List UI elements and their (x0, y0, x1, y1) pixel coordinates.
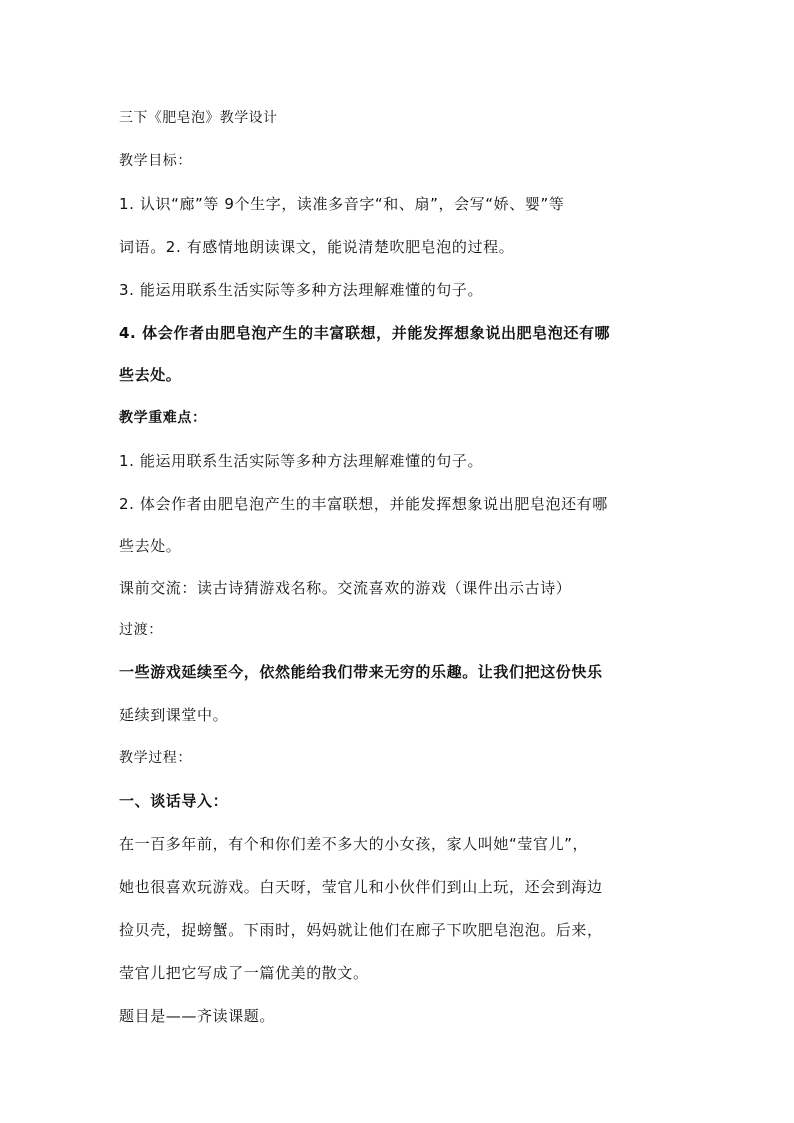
key-point-line-2: 2. 体会作者由肥皂泡产生的丰富联想，并能发挥想象说出肥皂泡还有哪 (119, 495, 608, 513)
transition-heading: 过渡： (119, 622, 163, 638)
goal-line-1: 1. 认识“廊”等 9个生字，读准多音字“和、扇”，会写“娇、婴”等 (119, 195, 565, 213)
section-one-line-2: 她也很喜欢玩游戏。白天呀，莹官儿和小伙伴们到山上玩，还会到海边 (119, 878, 603, 896)
section-one-line-3: 捡贝壳，捉螃蟹。下雨时，妈妈就让他们在廊子下吹肥皂泡泡。后来， (119, 921, 603, 939)
closing-line: 题目是——齐读课题。 (119, 1007, 276, 1025)
document-title: 三下《肥皂泡》教学设计 (119, 110, 278, 126)
goal-line-2: 词语。2. 有感情地朗读课文，能说清楚吹肥皂泡的过程。 (119, 238, 515, 256)
pre-class-line: 课前交流：读古诗猜游戏名称。交流喜欢的游戏（课件出示古诗） (119, 579, 572, 597)
goal-line-3: 3. 能运用联系生活实际等多种方法理解难懂的句子。 (119, 281, 484, 299)
key-point-line-1: 1. 能运用联系生活实际等多种方法理解难懂的句子。 (119, 452, 484, 470)
section-one-line-1: 在一百多年前，有个和你们差不多大的小女孩，家人叫她“莹官儿”， (119, 835, 589, 853)
transition-line-1: 一些游戏延续至今，依然能给我们带来无穷的乐趣。让我们把这份快乐 (119, 663, 603, 681)
key-point-line-3: 些去处。 (119, 537, 182, 555)
section-one-line-4: 莹官儿把它写成了一篇优美的散文。 (119, 964, 369, 982)
goal-line-5: 些去处。 (119, 366, 182, 384)
goals-heading: 教学目标： (119, 153, 192, 169)
section-one-heading: 一、谈话导入： (119, 792, 229, 810)
goal-line-4: 4. 体会作者由肥皂泡产生的丰富联想，并能发挥想象说出肥皂泡还有哪 (119, 324, 611, 342)
key-points-heading: 教学重难点： (119, 410, 207, 426)
transition-line-2: 延续到课堂中。 (119, 706, 229, 724)
process-heading: 教学过程： (119, 750, 192, 766)
